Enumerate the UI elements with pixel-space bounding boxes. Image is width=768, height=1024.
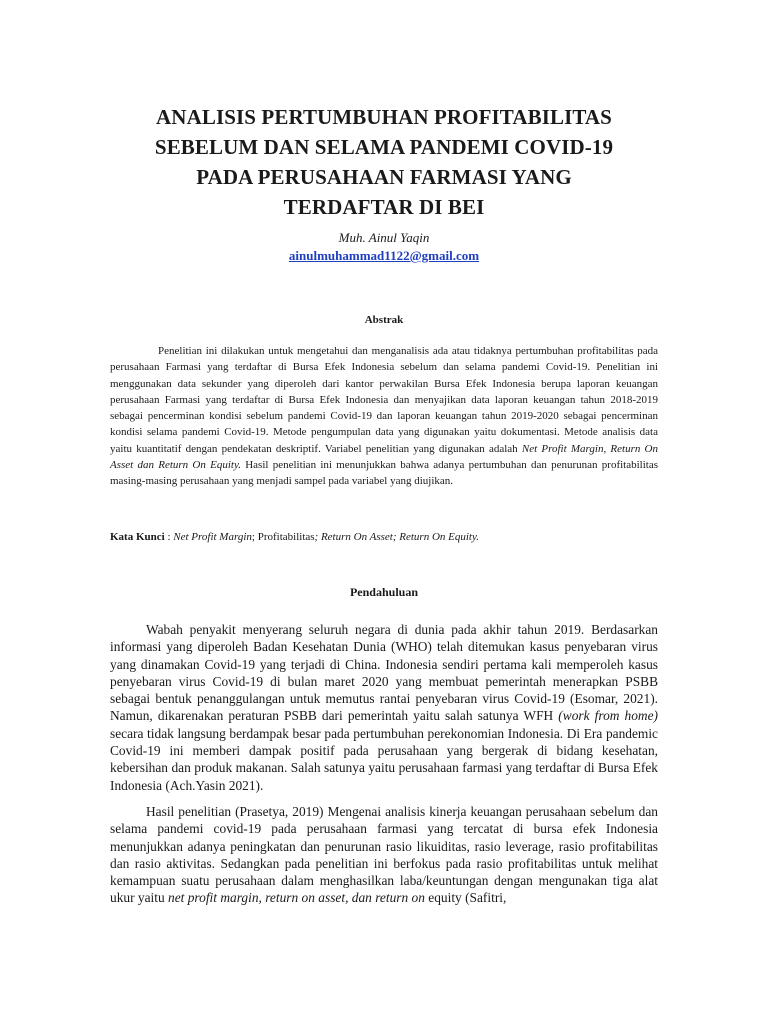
paragraph-text: Wabah penyakit menyerang seluruh negara di dunia pada akhir tahun 2019. Berdasarkan informasi yang diperoleh Badan Kesehatan Dunia (WHO) telah ditemukan kasus penyebaran virus yang dinamakan Covid-19 yang terjadi di China. Indonesia sendiri pertama kali memperoleh kasus penyebaran virus Covid-19 di bulan maret 2020 yang membuat pemerintah menerapkan PSBB sebagai bentuk penanggulangan untuk memutus rantai penyebaran virus Covid-19 (Esomar, 2021). Namun, dikarenakan peraturan PSBB dari pemerintah yaitu salah satunya WFH xyxy=(110,622,658,724)
paragraph-text: equity (Safitri, xyxy=(424,890,507,906)
keyword-item: ; Profitabilitas xyxy=(251,531,315,543)
title-line: SEBELUM DAN SELAMA PANDEMI COVID-19 xyxy=(154,135,614,159)
author-name: Muh. Ainul Yaqin xyxy=(338,230,430,245)
section-heading-introduction: Pendahuluan xyxy=(349,585,419,599)
abstract-heading: Abstrak xyxy=(364,314,404,326)
intro-paragraph-1 xyxy=(110,621,658,794)
keywords-label: Kata Kunci xyxy=(110,531,165,543)
intro-paragraph-2 xyxy=(110,803,658,907)
abstract-text-part: Penelitian ini dilakukan untuk mengetahui dan menganalisis ada atau tidaknya pertumbuhan profitabilitas pada perusahaan Farmasi yang terdaftar di Bursa Efek Indonesia sebelum dan selama pandemi Covid-19. Penelitian ini menggunakan data sekunder yang diperoleh dari kantor perwakilan Bursa Efek Indonesia berupa laporan keuangan perusahaan Farmasi yang terdaftar di Bursa Efek Indonesia dan menyajikan data laporan keuangan tahun 2018-2019 sebagai pencerminan kondisi sebelum pandemi Covid-19 dan laporan keuangan tahun 2019-2020 sebagai pencerminan kondisi selama pandemi Covid-19. Metode pengumpulan data yang digunakan yaitu dokumentasi. Metode analisis data yaitu kuantitatif dengan pendekatan deskriptif. Variabel penelitian yang digunakan adalah xyxy=(110,345,658,455)
title-line: ANALISIS PERTUMBUHAN PROFITABILITAS xyxy=(156,105,612,129)
keyword-item: Net Profit Margin xyxy=(173,531,252,543)
title-line: PADA PERUSAHAAN FARMASI YANG xyxy=(196,165,572,189)
abstract-variables-italic: Net Profit Margin, Return On Asset dan Return On Equity. xyxy=(110,442,659,472)
paragraph-italic: (work from home) xyxy=(558,708,659,724)
title-line: TERDAFTAR DI BEI xyxy=(283,195,485,219)
keywords-separator: : xyxy=(164,531,174,543)
abstract-text xyxy=(110,343,658,490)
abstract-text-part: Hasil penelitian ini menunjukkan bahwa adanya pertumbuhan dan penurunan profitabilitas masing-masing perusahaan yang menjadi sampel pada variabel yang diujikan. xyxy=(110,459,658,488)
paragraph-text: Hasil penelitian (Prasetya, 2019) Mengenai analisis kinerja keuangan perusahaan sebelum dan selama pandemi covid-19 pada perusahaan farmasi yang tercatat di bursa efek Indonesia menunjukkan adanya peningkatan dan penurunan rasio likuiditas, rasio leverage, rasio profitabilitas dan rasio aktivitas. Sedangkan pada penelitian ini berfokus pada rasio profitabilitas untuk melihat kemampuan suatu perusahaan dalam menghasilkan laba/keuntungan dengan mengunakan tiga alat ukur yaitu xyxy=(110,804,658,906)
paper-title xyxy=(100,102,668,222)
author-email-link[interactable]: ainulmuhammad1122@gmail.com xyxy=(288,248,480,263)
keyword-item: ; Return On Asset; Return On Equity. xyxy=(314,531,480,543)
paragraph-text: secara tidak langsung berdampak besar pada pertumbuhan perekonomian Indonesia. Di Era pandemic Covid-19 ini memberi dampak positif pada perusahaan yang bergerak di bidang kesehatan, kebersihan dan produk makanan. Salah satunya yaitu perusahaan farmasi yang terdaftar di Bursa Efek Indonesia (Ach.Yasin 2021). xyxy=(110,725,658,793)
keywords xyxy=(110,530,658,544)
paragraph-italic: net profit margin, return on asset, dan return on xyxy=(168,890,425,906)
